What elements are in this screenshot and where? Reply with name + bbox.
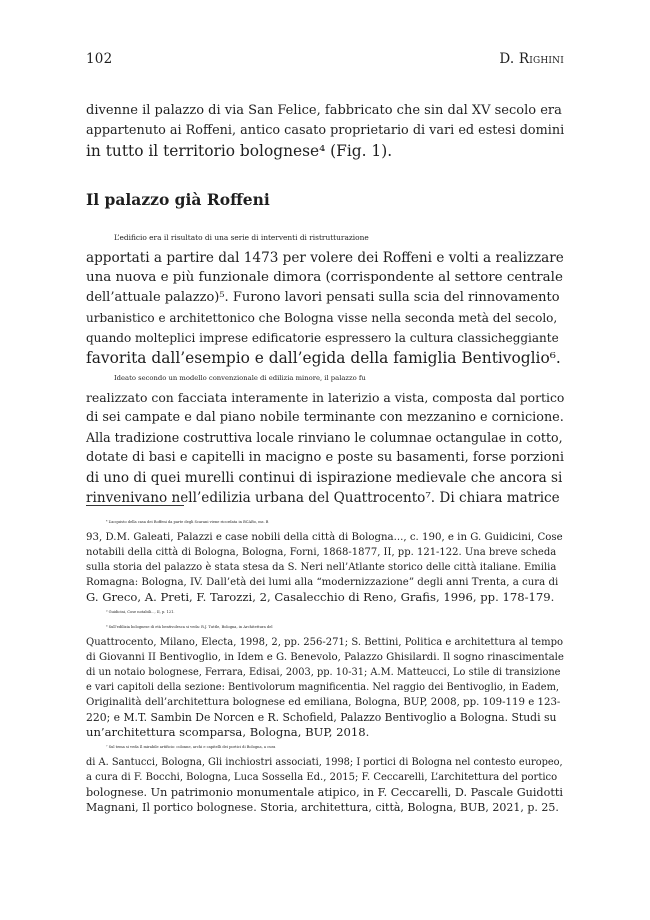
text-line: Ideato secondo un modello convenzionale di edilizia minore, il palazzo fu: [114, 374, 366, 382]
text-line: dell’attuale palazzo)⁵. Furono lavori pensati sulla scia del rinnovamento: [86, 290, 560, 305]
text-line: Alla tradizione costruttiva locale rinviano le columnae octangulae in cotto,: [86, 430, 563, 445]
text-line: apportati a partire dal 1473 per volere dei Roffeni e volti a realizzare: [86, 250, 564, 266]
page-number: 102: [86, 51, 113, 67]
text-line: di uno di quei murelli continui di ispirazione medievale che ancora si: [86, 470, 563, 486]
text-line: L’edificio era il risultato di una serie di interventi di ristrutturazione: [114, 233, 369, 242]
footnote-6-line: Originalità dell’architettura bolognese ed emiliana, Bologna, BUP, 2008, pp. 109-119 e 123-: [86, 697, 561, 708]
footnote-4-line: 93, D.M. Galeati, Palazzi e case nobili della città di Bologna..., c. 190, e in G. Guidicini, Cose: [86, 532, 563, 543]
footnote-6-line: 220; e M.T. Sambin De Norcen e R. Schofield, Palazzo Bentivoglio a Bologna. Studi su: [86, 711, 557, 724]
footnote-6-line: di Giovanni II Bentivoglio, in Idem e G. Benevolo, Palazzo Ghisilardi. Il sogno rinascimentale: [86, 652, 564, 663]
footnote-6-line: e vari capitoli della sezione: Bentivolorum magnificentia. Nel raggio dei Bentivoglio, in Eadem,: [86, 682, 559, 693]
footnote-7-line: bolognese. Un patrimonio monumentale atipico, in F. Ceccarelli, D. Pascale Guidotti: [86, 786, 563, 799]
text-line: realizzato con facciata interamente in laterizio a vista, composta dal portico: [86, 390, 565, 405]
text-line: una nuova e più funzionale dimora (corrispondente al settore centrale: [86, 270, 563, 285]
text-line: appartenuto ai Roffeni, antico casato proprietario di vari ed estesi domini: [86, 123, 565, 138]
footnote-6-line: Quattrocento, Milano, Electa, 1998, 2, pp. 256-271; S. Bettini, Politica e architettura al tempo: [86, 637, 563, 648]
text-line: dotate di basi e capitelli in macigno e poste su basamenti, forse porzioni: [86, 450, 564, 465]
footnote-4-line: ⁴ L’acquisto della casa dei Roffeni da parte degli Scarani viene ricordata in BCABo, ms. B: [106, 520, 269, 524]
text-line: favorita dall’esempio e dall’egida della famiglia Bentivoglio⁶.: [86, 349, 561, 367]
section-heading: Il palazzo già Roffeni: [86, 190, 270, 209]
footnote-7-line: ⁷ Sul tema si veda Il mirabile artificio: colonne, archi e capitelli dei portici di Bologna, a cura: [106, 745, 276, 749]
footnote-separator: [86, 505, 184, 506]
text-line: urbanistico e architettonico che Bologna visse nella seconda metà del secolo,: [86, 311, 558, 325]
footnote-4-line: sulla storia del palazzo è stata stesa da S. Neri nell’Atlante storico delle città italiane. Emilia: [86, 562, 557, 573]
footnote-7-line: Magnani, Il portico bolognese. Storia, architettura, città, Bologna, BUB, 2021, p. 25.: [86, 801, 559, 814]
footnote-4-line: notabili della città di Bologna, Bologna, Forni, 1868-1877, II, pp. 121-122. Una breve scheda: [86, 547, 557, 558]
footnote-7-line: di A. Santucci, Bologna, Gli inchiostri associati, 1998; I portici di Bologna nel contesto europeo,: [86, 757, 563, 768]
footnote-5-line: ⁵ Guidicini, Cose notabili..., II, p. 121.: [106, 610, 175, 614]
footnote-6-line: di un notaio bolognese, Ferrara, Edisai, 2003, pp. 10-31; A.M. Matteucci, Lo stile di transizione: [86, 667, 561, 678]
footnote-4-line: G. Greco, A. Preti, F. Tarozzi, 2, Casalecchio di Reno, Grafis, 1996, pp. 178-179.: [86, 590, 555, 604]
text-line: in tutto il territorio bolognese⁴ (Fig. 1).: [86, 142, 393, 160]
text-line: divenne il palazzo di via San Felice, fabbricato che sin dal XV secolo era: [86, 103, 562, 118]
running-head-author: D. Righini: [499, 51, 564, 67]
footnote-7-line: a cura di F. Bocchi, Bologna, Luca Sossella Ed., 2015; F. Ceccarelli, L’architettura del portico: [86, 772, 558, 783]
text-line: rinvenivano nell’edilizia urbana del Quattrocento⁷. Di chiara matrice: [86, 490, 560, 506]
footnote-6-line: un’architettura scomparsa, Bologna, BUP, 2018.: [86, 725, 370, 739]
footnote-4-line: Romagna: Bologna, IV. Dall’età dei lumi alla “modernizzazione” degli anni Trenta, a cura di: [86, 577, 559, 588]
text-line: quando molteplici imprese edificatorie espressero la cultura classicheggiante: [86, 331, 559, 345]
text-line: di sei campate e dal piano nobile terminante con mezzanino e cornicione.: [86, 410, 564, 425]
footnote-6-line: ⁶ Sull’edilizia bolognese di età bentivolesca si veda: R.J. Tuttle, Bologna, in Architettura del: [106, 625, 273, 629]
